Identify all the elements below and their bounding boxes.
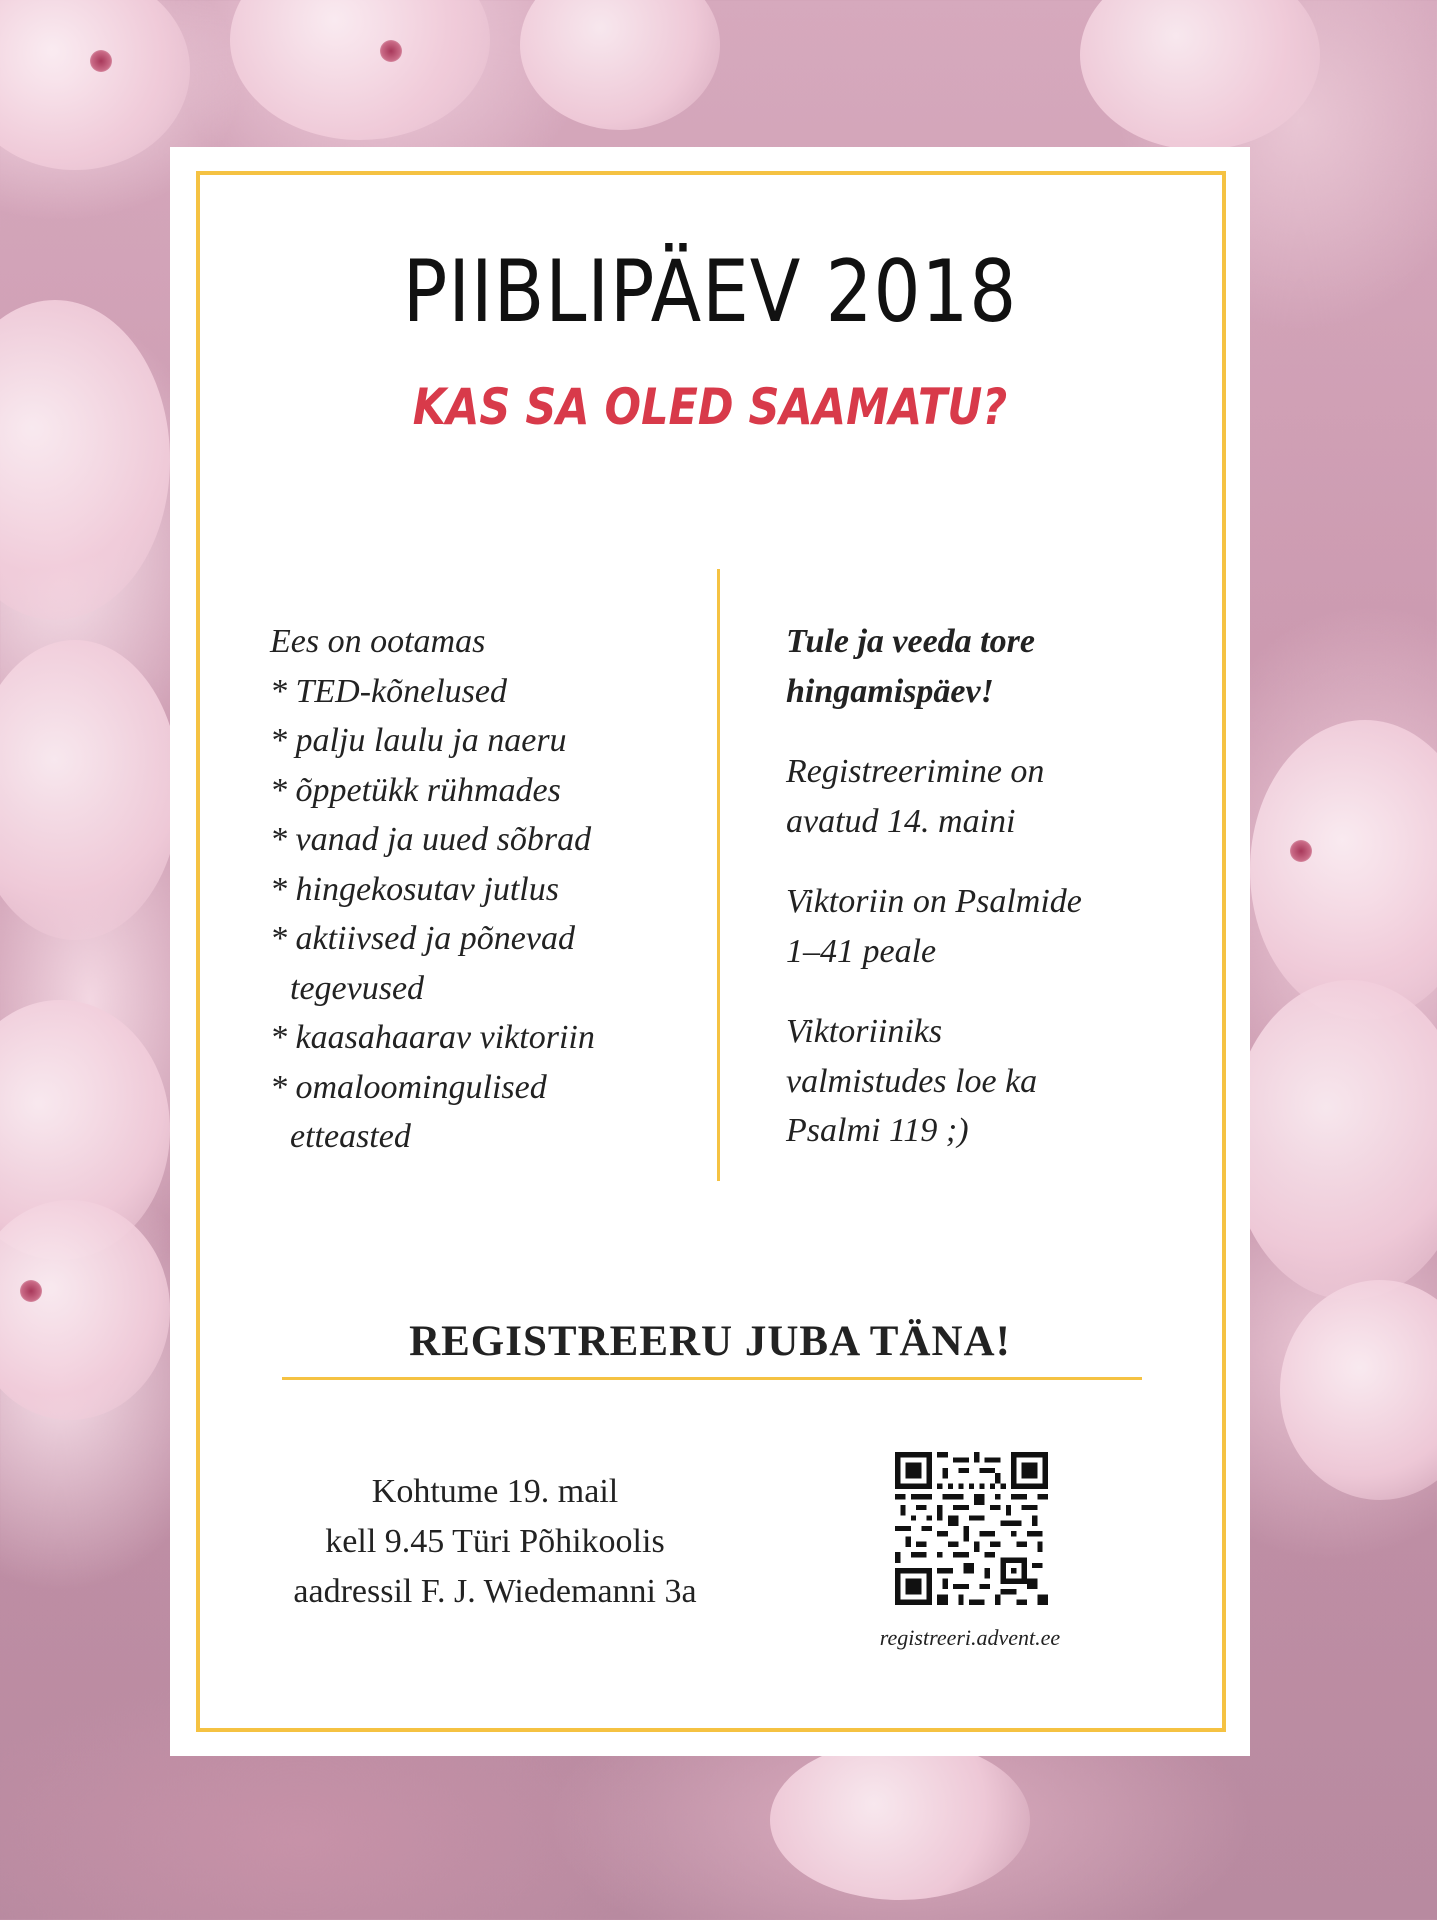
blossom-center xyxy=(20,1280,42,1302)
agenda-item-continued: etteasted xyxy=(290,1118,411,1155)
agenda-list xyxy=(270,617,690,1162)
qr-code-icon[interactable] xyxy=(895,1452,1048,1605)
blossom-petal xyxy=(1280,1280,1437,1500)
quiz-tip xyxy=(786,1007,1166,1156)
registration-line: avatud 14. maini xyxy=(786,802,1016,840)
agenda-item: * TED-kõnelused xyxy=(270,672,508,710)
blossom-petal xyxy=(1230,980,1437,1300)
agenda-item: * aktiivsed ja põnevad xyxy=(270,920,575,957)
meeting-date: Kohtume 19. mail xyxy=(371,1473,619,1510)
info-column xyxy=(786,617,1166,1187)
blossom-center xyxy=(90,50,112,72)
meeting-address: aadressil F. J. Wiedemanni 3a xyxy=(293,1573,697,1610)
registration-info xyxy=(786,747,1166,846)
blossom-petal xyxy=(520,0,720,130)
blossom-petal xyxy=(0,640,180,940)
agenda-item: * vanad ja uued sõbrad xyxy=(270,821,592,858)
subtitle: KAS SA OLED SAAMATU? xyxy=(412,378,1008,436)
agenda-item: * omaloomingulised xyxy=(270,1068,547,1106)
poster-card xyxy=(170,147,1250,1756)
blossom-petal xyxy=(0,0,190,170)
blossom-petal xyxy=(0,300,170,620)
agenda-item: * palju laulu ja naeru xyxy=(270,722,567,759)
agenda-item: * õppetükk rühmades xyxy=(270,771,561,809)
invite-line: hingamispäev! xyxy=(786,672,994,710)
blossom-petal xyxy=(0,1200,170,1420)
invite-line: Tule ja veeda tore xyxy=(786,623,1035,660)
blossom-petal xyxy=(770,1740,1030,1900)
agenda-item-continued: tegevused xyxy=(290,969,425,1007)
quiz-info xyxy=(786,877,1166,976)
quiz-tip-line: Psalmi 119 ;) xyxy=(786,1112,969,1149)
meeting-details xyxy=(230,1467,760,1617)
blossom-petal xyxy=(1250,720,1437,1020)
invite-text xyxy=(786,617,1166,716)
quiz-tip-line: valmistudes loe ka xyxy=(786,1062,1038,1100)
blossom-center xyxy=(1290,840,1312,862)
registration-line: Registreerimine on xyxy=(786,753,1045,790)
blossom-petal xyxy=(1080,0,1320,150)
agenda-item: * kaasahaarav viktoriin xyxy=(270,1019,595,1056)
agenda-heading: Ees on ootamas xyxy=(270,623,486,660)
quiz-tip-line: Viktoriiniks xyxy=(786,1013,943,1050)
register-heading: REGISTREERU JUBA TÄNA! xyxy=(409,1318,1011,1365)
blossom-center xyxy=(380,40,402,62)
meeting-time-place: kell 9.45 Türi Põhikoolis xyxy=(325,1523,665,1560)
quiz-line: Viktoriin on Psalmide xyxy=(786,883,1082,920)
blossom-petal xyxy=(230,0,490,140)
quiz-line: 1–41 peale xyxy=(786,932,937,970)
registration-url[interactable]: registreeri.advent.ee xyxy=(879,1625,1061,1650)
agenda-item: * hingekosutav jutlus xyxy=(270,870,559,908)
page-title: PIIBLIPÄEV 2018 xyxy=(402,242,1018,342)
column-divider xyxy=(717,569,720,1181)
register-underline xyxy=(282,1377,1142,1380)
